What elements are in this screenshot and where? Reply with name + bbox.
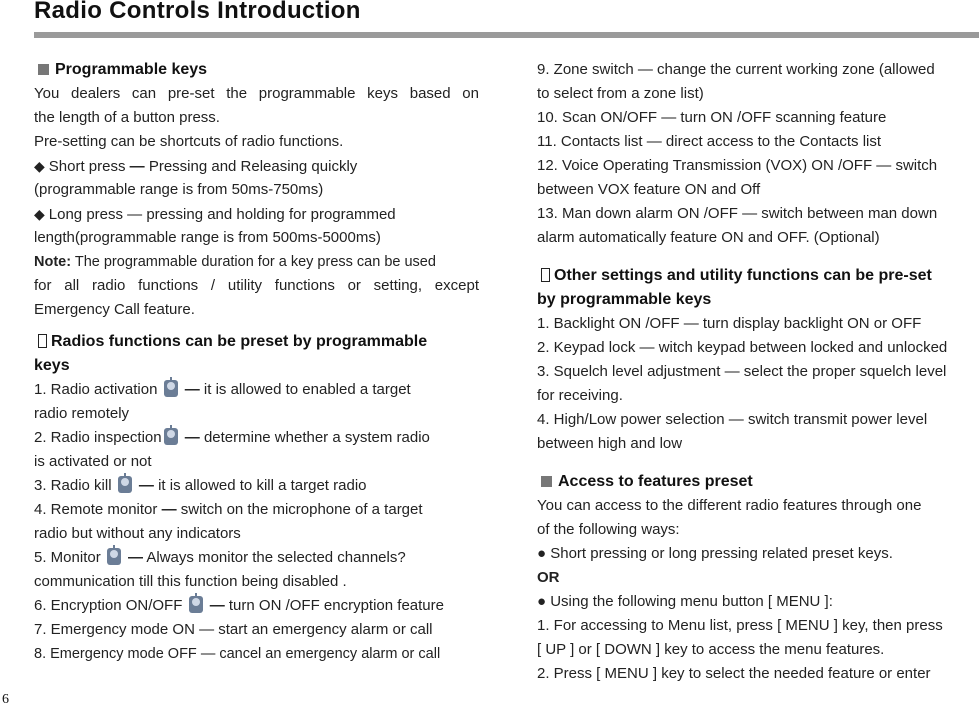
page-number: 6	[2, 692, 9, 707]
heading-text: Access to features preset	[558, 473, 753, 490]
item-text: turn ON /OFF encryption feature	[228, 597, 444, 614]
list-item-cont: between VOX feature ON and Off	[537, 181, 761, 198]
paragraph-line: You dealers can pre-set the programmable keys based on	[34, 85, 479, 102]
note-line-2: for all radio functions / utility functions or setting, except	[34, 277, 479, 294]
section-heading-radios-functions-cont: keys	[34, 357, 70, 374]
right-column	[537, 58, 979, 686]
item-label: 1. Radio activation	[34, 381, 158, 398]
list-item	[34, 642, 479, 666]
list-item	[34, 378, 479, 402]
item-text: Always monitor the selected channels?	[146, 549, 406, 566]
item-label: 4. Remote monitor	[34, 501, 158, 518]
section-heading-access-features	[537, 470, 979, 494]
long-press-range: length(programmable range is from 500ms-5000ms)	[34, 229, 381, 246]
list-item	[34, 474, 479, 498]
section-heading-radios-functions	[34, 330, 479, 354]
list-item: 1. Backlight ON /OFF — turn display backlight ON or OFF	[537, 315, 922, 332]
note-label: Note:	[34, 254, 72, 270]
diamond-bullet-icon: ◆	[34, 158, 45, 174]
page-title: Radio Controls Introduction	[34, 0, 361, 24]
item-label: 7. Emergency mode ON	[34, 621, 195, 638]
list-item-cont: to select from a zone list)	[537, 85, 704, 102]
heading-text: Radios functions can be preset by programmable	[51, 333, 428, 350]
list-item-cont: radio but without any indicators	[34, 525, 241, 542]
paragraph-line: [ UP ] or [ DOWN ] key to access the menu features.	[537, 641, 885, 658]
long-press-text: pressing and holding for programmed	[146, 206, 396, 223]
item-text: it is allowed to kill a target radio	[158, 477, 367, 494]
dash-icon: —	[200, 646, 216, 662]
list-item: 2. Keypad lock — witch keypad between locked and unlocked	[537, 339, 948, 356]
note-line-3: Emergency Call feature.	[34, 301, 195, 318]
item-label: 2. Radio inspection	[34, 429, 162, 446]
item-text: it is allowed to enabled a target	[203, 381, 411, 398]
or-label: OR	[537, 569, 560, 586]
long-press-line	[34, 202, 479, 226]
list-item	[34, 618, 479, 642]
bullet-line: ● Short pressing or long pressing related preset keys.	[537, 545, 893, 562]
list-item-cont: between high and low	[537, 435, 683, 452]
list-item: 11. Contacts list — direct access to the Contacts list	[537, 133, 882, 150]
list-item: 12. Voice Operating Transmission (VOX) ON /OFF — switch	[537, 157, 938, 174]
item-label: 3. Radio kill	[34, 477, 112, 494]
list-item	[34, 546, 479, 570]
title-divider	[34, 32, 979, 38]
dash-icon: —	[199, 621, 215, 638]
dash-icon: —	[161, 501, 177, 518]
radio-icon	[118, 476, 132, 493]
section-heading-programmable-keys	[34, 58, 479, 82]
long-press-label: Long press	[48, 206, 123, 223]
list-item: 4. High/Low power selection — switch transmit power level	[537, 411, 928, 428]
dash-icon: —	[129, 158, 145, 175]
list-item: 13. Man down alarm ON /OFF — switch between man down	[537, 205, 938, 222]
list-item-cont: alarm automatically feature ON and OFF. (Optional)	[537, 229, 880, 246]
list-item-cont: is activated or not	[34, 453, 152, 470]
item-label: 6. Encryption ON/OFF	[34, 597, 183, 614]
square-bullet-icon	[38, 64, 49, 75]
item-text: start an emergency alarm or call	[218, 621, 433, 638]
paragraph-line: 2. Press [ MENU ] key to select the needed feature or enter	[537, 665, 931, 682]
radio-icon	[107, 548, 121, 565]
dash-icon: —	[184, 381, 200, 398]
item-label: 5. Monitor	[34, 549, 101, 566]
section-heading-other-settings	[537, 264, 979, 288]
paragraph-line: the length of a button press.	[34, 109, 220, 126]
item-text: determine whether a system radio	[203, 429, 430, 446]
list-item-cont: radio remotely	[34, 405, 130, 422]
paragraph-line: Pre-setting can be shortcuts of radio functions.	[34, 133, 344, 150]
radio-icon	[164, 428, 178, 445]
dash-icon: —	[209, 597, 225, 614]
dash-icon: —	[127, 206, 143, 223]
section-heading-other-settings-cont: by programmable keys	[537, 291, 712, 308]
note-line	[34, 250, 479, 274]
heading-text: Other settings and utility functions can be pre-set	[554, 267, 932, 284]
list-item-cont: for receiving.	[537, 387, 623, 404]
dash-icon: —	[184, 429, 200, 446]
dash-icon: —	[128, 549, 144, 566]
list-item: 10. Scan ON/OFF — turn ON /OFF scanning feature	[537, 109, 887, 126]
radio-icon	[189, 596, 203, 613]
short-press-text: Pressing and Releasing quickly	[148, 158, 358, 175]
heading-text: Programmable keys	[55, 61, 208, 78]
item-label: 8. Emergency mode OFF	[34, 646, 197, 662]
list-item-cont: communication till this function being disabled .	[34, 573, 347, 590]
item-text: switch on the microphone of a target	[180, 501, 423, 518]
paragraph-line: 1. For accessing to Menu list, press [ MENU ] key, then press	[537, 617, 943, 634]
list-item	[34, 594, 479, 618]
paragraph-line: You can access to the different radio features through one	[537, 497, 922, 514]
dash-icon: —	[138, 477, 154, 494]
paragraph-line: of the following ways:	[537, 521, 680, 538]
left-column	[34, 58, 479, 666]
list-item: 3. Squelch level adjustment — select the proper squelch level	[537, 363, 947, 380]
short-press-label: Short press	[48, 158, 126, 175]
outline-bullet-icon	[38, 334, 47, 348]
list-item	[34, 426, 479, 450]
bullet-line: ● Using the following menu button [ MENU ]:	[537, 593, 833, 610]
radio-icon	[164, 380, 178, 397]
short-press-range: (programmable range is from 50ms-750ms)	[34, 181, 324, 198]
item-text: cancel an emergency alarm or call	[219, 646, 441, 662]
list-item	[34, 498, 479, 522]
short-press-line	[34, 154, 479, 178]
list-item: 9. Zone switch — change the current working zone (allowed	[537, 61, 935, 78]
diamond-bullet-icon: ◆	[34, 206, 45, 222]
note-text: The programmable duration for a key press can be used	[74, 254, 436, 270]
square-bullet-icon	[541, 476, 552, 487]
outline-bullet-icon	[541, 268, 550, 282]
